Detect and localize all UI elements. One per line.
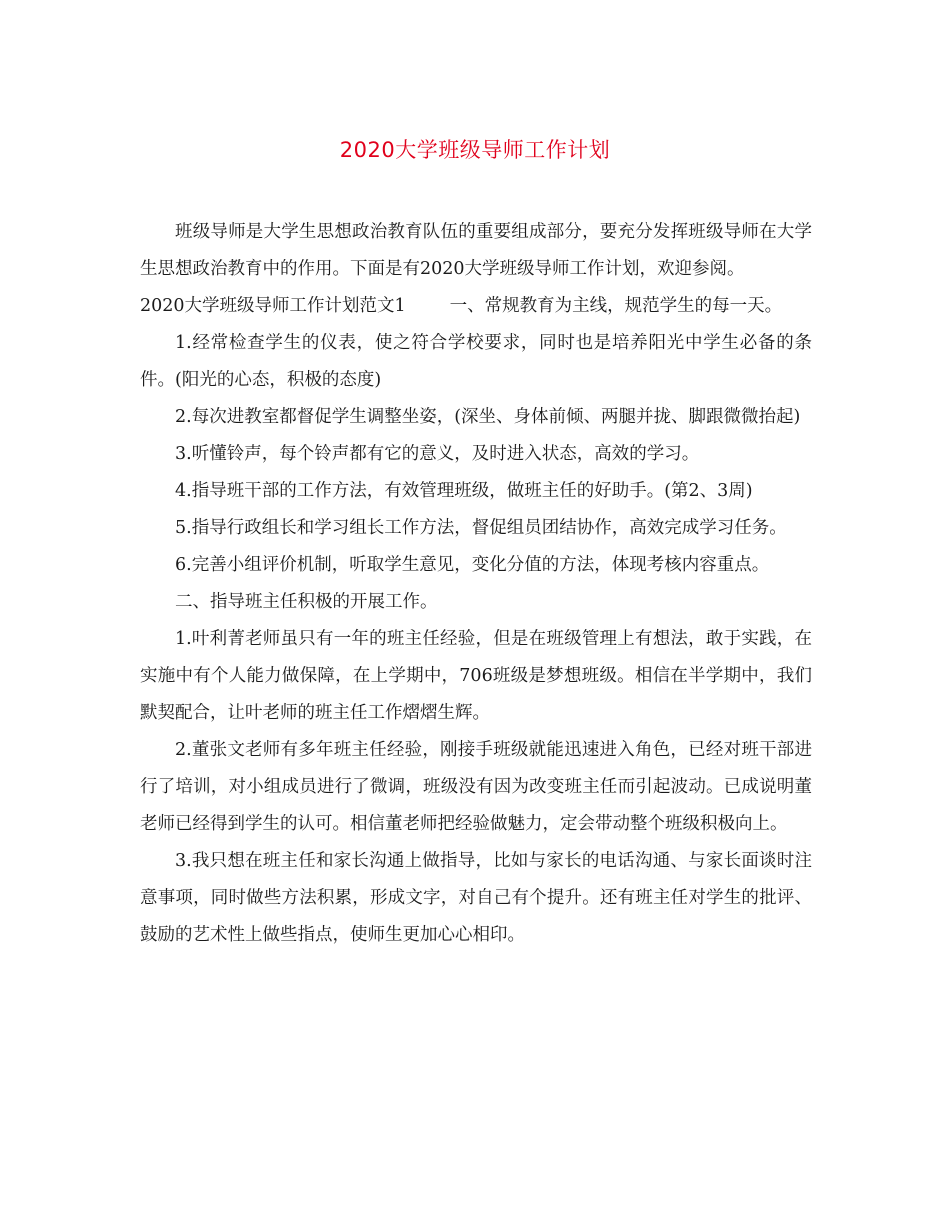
document-body	[140, 214, 812, 954]
intro-paragraph: 班级导师是大学生思想政治教育队伍的重要组成部分，要充分发挥班级导师在大学生思想政治教育中的作用。下面是有2020大学班级导师工作计划，欢迎参阅。	[140, 222, 812, 279]
section2-heading: 二、指导班主任积极的开展工作。	[175, 592, 438, 612]
sample-heading: 2020大学班级导师工作计划范文1	[140, 296, 406, 316]
section1-item: 6.完善小组评价机制，听取学生意见，变化分值的方法，体现考核内容重点。	[175, 555, 770, 575]
section1-item: 2.每次进教室都督促学生调整坐姿，(深坐、身体前倾、两腿并拢、脚跟微微抬起)	[175, 407, 801, 427]
section2-item: 1.叶利菁老师虽只有一年的班主任经验，但是在班级管理上有想法，敢于实践，在实施中有个人能力做保障，在上学期中，706班级是梦想班级。相信在半学期中，我们默契配合，让叶老师的班主任工作熠熠生辉。	[140, 629, 812, 723]
section1-item: 5.指导行政组长和学习组长工作方法，督促组员团结协作，高效完成学习任务。	[175, 518, 787, 538]
document-title: 2020大学班级导师工作计划	[339, 138, 611, 162]
section2-item: 3.我只想在班主任和家长沟通上做指导，比如与家长的电话沟通、与家长面谈时注意事项，同时做些方法积累，形成文字，对自己有个提升。还有班主任对学生的批评、鼓励的艺术性上做些指点，使师生更加心心相印。	[140, 851, 812, 945]
section1-item: 1.经常检查学生的仪表，使之符合学校要求，同时也是培养阳光中学生必备的条件。(阳光的心态，积极的态度)	[140, 333, 812, 390]
sample-heading-line	[140, 288, 812, 325]
section2-item: 2.董张文老师有多年班主任经验，刚接手班级就能迅速进入角色，已经对班干部进行了培训，对小组成员进行了微调，班级没有因为改变班主任而引起波动。已成说明董老师已经得到学生的认可。相信董老师把经验做魅力，定会带动整个班级积极向上。	[140, 740, 812, 834]
section1-item: 4.指导班干部的工作方法，有效管理班级，做班主任的好助手。(第2、3周)	[175, 481, 753, 501]
section1-heading: 一、常规教育为主线，规范学生的每一天。	[449, 296, 783, 316]
section1-item: 3.听懂铃声，每个铃声都有它的意义，及时进入状态，高效的学习。	[175, 444, 700, 464]
